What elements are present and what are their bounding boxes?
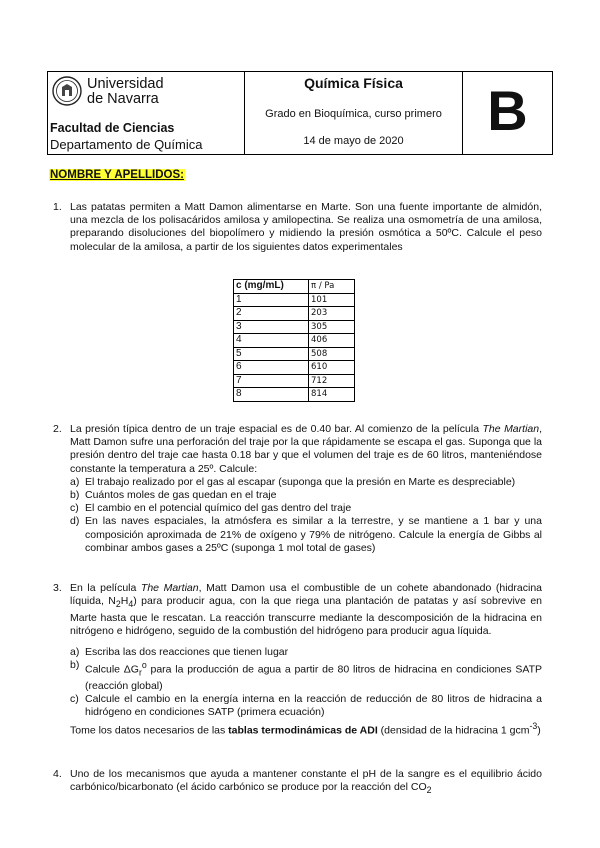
question-3 <box>53 582 543 737</box>
exam-header <box>47 71 553 155</box>
table-cell: 305 <box>309 320 355 334</box>
osmometry-data-table <box>233 279 355 402</box>
university-name: Universidad de Navarra <box>87 76 164 107</box>
table-header-row <box>234 280 355 294</box>
question-number: 4. <box>53 768 62 780</box>
question-1 <box>53 201 542 254</box>
name-field-label: NOMBRE Y APELLIDOS: <box>50 169 184 181</box>
table-cell: 712 <box>309 374 355 388</box>
table-cell: 406 <box>309 334 355 348</box>
question-number: 1. <box>53 201 62 213</box>
question-text: La presión típica dentro de un traje espacial es de 0.40 bar. Al comienzo de la película The Martian, Matt Damon sufre una perforación del traje por la que rápidamente se escapa el gas. Suponga que la presión dentro del traje cae hasta 0.18 bar y que el volumen del traje es de 60 litros, manteniéndose constante la temperatura a 25º. Calcule: <box>70 423 542 475</box>
question-number: 2. <box>53 423 62 435</box>
exam-date: 14 de mayo de 2020 <box>303 135 404 147</box>
sub-question-c: c) El cambio en el potencial químico del gas dentro del traje <box>70 502 352 515</box>
university-seal-icon <box>52 76 82 106</box>
subject-title: Química Física <box>304 75 403 91</box>
sub-question-d: d) En las naves espaciales, la atmósfera es similar a la terrestre, y se mantiene a 1 bar y una composición aproximada de 21% de oxígeno y 79% de nitrógeno. Calcule la energía de Gibbs al combinar ambos gases a 25ºC (suponga 1 mol total de gases) <box>70 515 542 554</box>
table-cell: 8 <box>234 388 309 402</box>
sub-question-c: c) Calcule el cambio en la energía interna en la reacción de reducción de 80 litros de hidracina a hidrógeno en condiciones SATP (primera ecuación) <box>70 693 542 719</box>
course-cell <box>245 72 463 154</box>
table-row <box>234 347 355 361</box>
question-number: 3. <box>53 582 62 594</box>
table-row <box>234 361 355 375</box>
table-row <box>234 388 355 402</box>
table-row <box>234 334 355 348</box>
table-cell: 3 <box>234 320 309 334</box>
column-header-pressure: π / Pa <box>309 280 355 294</box>
sub-question-a: a) Escriba las dos reacciones que tienen lugar <box>70 645 289 658</box>
table-row <box>234 293 355 307</box>
institution-cell <box>48 72 245 154</box>
table-cell: 6 <box>234 361 309 375</box>
column-header-concentration: c (mg/mL) <box>234 280 309 294</box>
data-note: Tome los datos necesarios de las tablas termodinámicas de ADI (densidad de la hidracina 1 gcm$^{-3}$) <box>70 720 541 737</box>
table-row <box>234 374 355 388</box>
table-cell: 4 <box>234 334 309 348</box>
question-4 <box>53 768 542 798</box>
degree-line: Grado en Bioquímica, curso primero <box>265 108 442 120</box>
table-cell: 2 <box>234 307 309 321</box>
table-row <box>234 307 355 321</box>
film-title: The Martian <box>482 423 540 435</box>
table-cell: 508 <box>309 347 355 361</box>
table-cell: 5 <box>234 347 309 361</box>
table-cell: 101 <box>309 293 355 307</box>
table-cell: 610 <box>309 361 355 375</box>
table-cell: 814 <box>309 388 355 402</box>
table-row <box>234 320 355 334</box>
exam-version-letter: B <box>487 79 528 142</box>
department-name: Departamento de Química <box>50 137 203 152</box>
question-text: En la película The Martian, Matt Damon usa el combustible de un cohete abandonado (hidracina líquida, $N_2H_4$) para producir agua, con la que riega una plantación de patatas y así sobrevive en Marte hasta que le rescatan. La reacción transcurre mediante la descomposición de la hidracina en nitrógeno e hidrógeno, seguido de la combustión del hidrógeno para producir agua líquida. <box>70 582 543 637</box>
table-cell: 203 <box>309 307 355 321</box>
film-title: The Martian <box>140 582 199 594</box>
question-2 <box>53 423 542 555</box>
question-text: Las patatas permiten a Matt Damon alimentarse en Marte. Son una fuente importante de almidón, una mezcla de los polisacáridos amilosa y amilopectina. Se realiza una osmometría de una amilosa, preparando disoluciones del biopolímero y midiendo la presión osmótica a 50ºC. Calcule el peso molecular de la amilosa, a partir de los siguientes datos experimentales <box>70 201 542 253</box>
faculty-name: Facultad de Ciencias <box>50 121 175 135</box>
sub-question-a: a) El trabajo realizado por el gas al escapar (suponga que la presión en Marte es despreciable) <box>70 475 516 488</box>
sub-question-b: b) Calcule $\Delta G_r^o$ para la producción de agua a partir de 80 litros de hidracina en condiciones SATP (reacción global) <box>70 659 542 692</box>
table-cell: 7 <box>234 374 309 388</box>
sub-question-b: b) Cuántos moles de gas quedan en el traje <box>70 489 277 502</box>
table-cell: 1 <box>234 293 309 307</box>
exam-version-cell <box>463 72 552 154</box>
question-text: Uno de los mecanismos que ayuda a mantener constante el pH de la sangre es el equilibrio ácido carbónico/bicarbonato (el ácido carbónico se produce por la reacción del $CO_2$ <box>70 768 542 796</box>
